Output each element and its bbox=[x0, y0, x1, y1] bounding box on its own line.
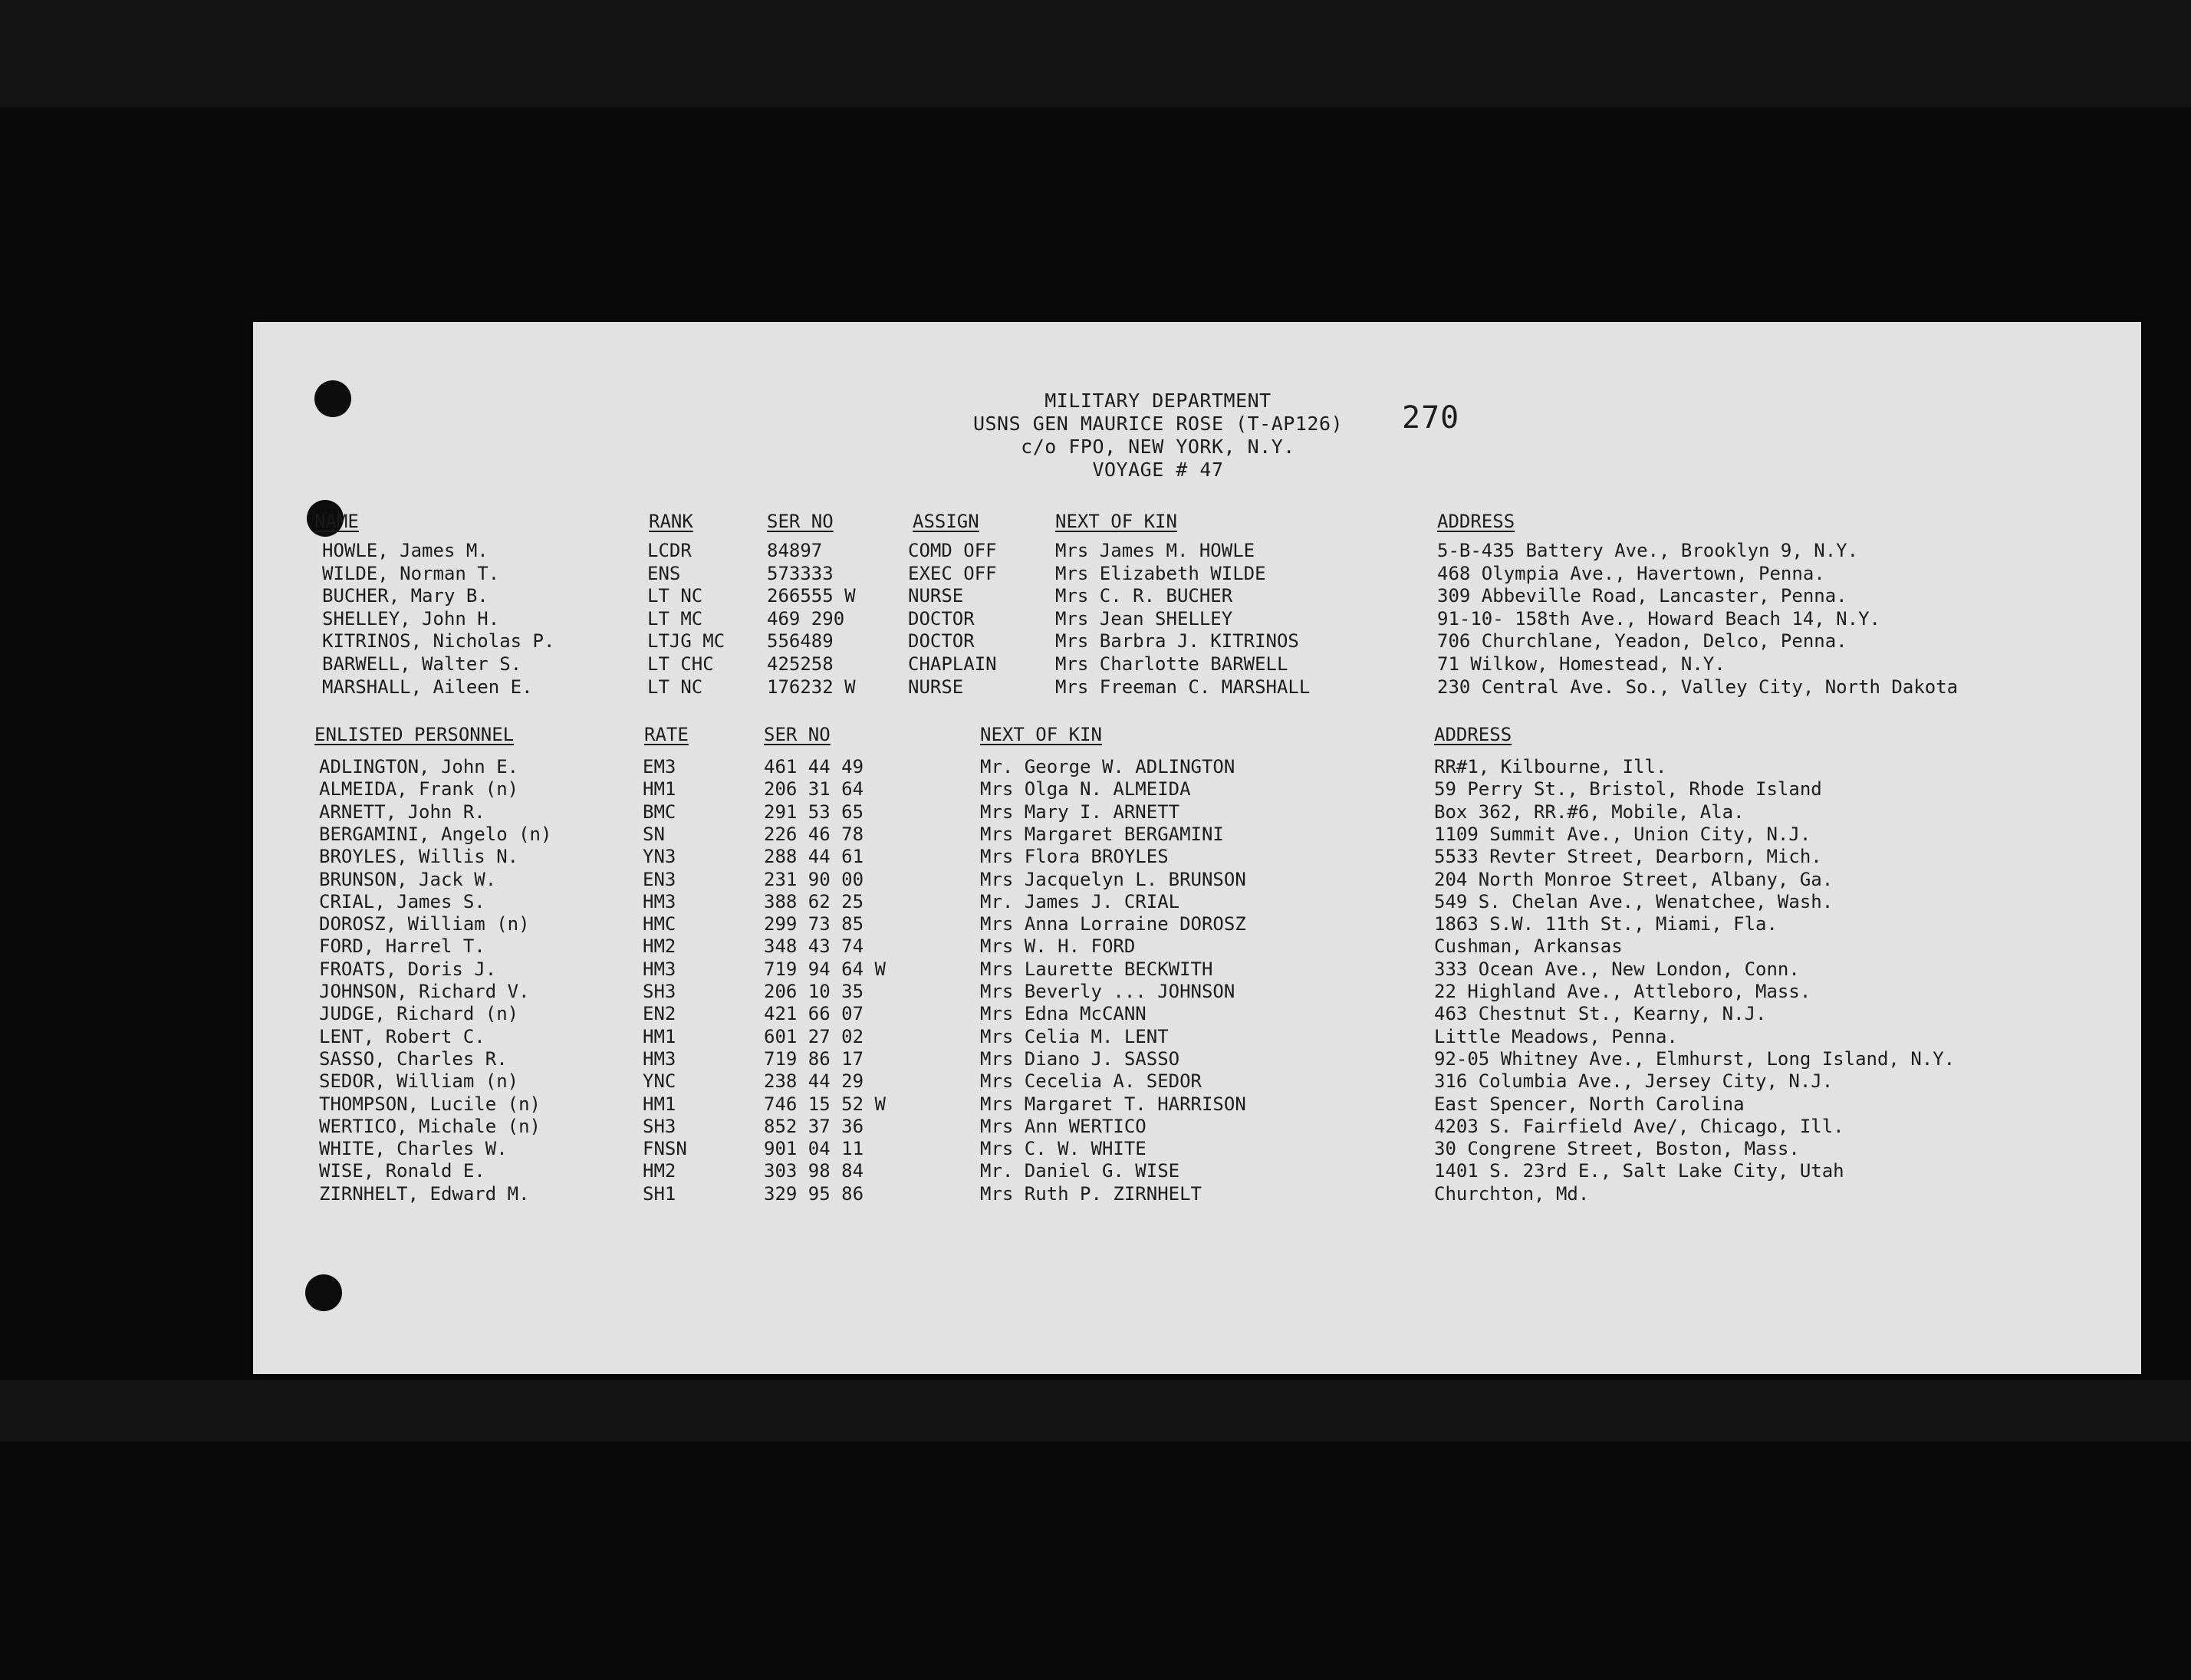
col-header-name: NAME bbox=[314, 511, 359, 532]
cell-name: DOROSZ, William (n) bbox=[319, 913, 530, 935]
cell-assign: DOCTOR bbox=[908, 630, 975, 653]
cell-rate: SH3 bbox=[643, 981, 676, 1002]
film-border-bottom bbox=[0, 1380, 2191, 1442]
cell-ser-no: 206 31 64 bbox=[764, 778, 864, 801]
cell-rate: SH1 bbox=[643, 1182, 676, 1205]
cell-next-of-kin: Mrs Margaret T. HARRISON bbox=[980, 1093, 1246, 1115]
cell-name: BROYLES, Willis N. bbox=[319, 846, 519, 868]
cell-ser-no: 231 90 00 bbox=[764, 868, 864, 890]
cell-name: SEDOR, William (n) bbox=[319, 1070, 519, 1093]
cell-address: 71 Wilkow, Homestead, N.Y. bbox=[1437, 653, 1725, 675]
cell-next-of-kin: Mrs Beverly ... JOHNSON bbox=[980, 981, 1235, 1002]
cell-assign: EXEC OFF bbox=[908, 562, 997, 584]
cell-address: Cushman, Arkansas bbox=[1434, 935, 1623, 958]
cell-address: 1401 S. 23rd E., Salt Lake City, Utah bbox=[1434, 1160, 1844, 1182]
cell-ser-no: 238 44 29 bbox=[764, 1070, 864, 1093]
col-header-ser-no: SER NO bbox=[767, 511, 834, 532]
cell-name: SHELLEY, John H. bbox=[322, 607, 500, 630]
cell-rate: HM1 bbox=[643, 1093, 676, 1115]
cell-rank: LTJG MC bbox=[647, 630, 725, 653]
cell-ser-no: 299 73 85 bbox=[764, 913, 864, 935]
cell-next-of-kin: Mrs Laurette BECKWITH bbox=[980, 958, 1213, 980]
col-header-ser-no: SER NO bbox=[764, 724, 831, 745]
cell-next-of-kin: Mrs Margaret BERGAMINI bbox=[980, 823, 1224, 845]
col-header-address: ADDRESS bbox=[1437, 511, 1515, 532]
cell-next-of-kin: Mrs Ann WERTICO bbox=[980, 1115, 1146, 1137]
cell-assign: NURSE bbox=[908, 585, 964, 607]
header-address: c/o FPO, NEW YORK, N.Y. bbox=[1021, 436, 1295, 458]
cell-rate: HM2 bbox=[643, 1160, 676, 1182]
cell-rate: YNC bbox=[643, 1070, 676, 1093]
cell-name: MARSHALL, Aileen E. bbox=[322, 676, 533, 698]
cell-rate: HM3 bbox=[643, 958, 676, 980]
cell-next-of-kin: Mr. James J. CRIAL bbox=[980, 890, 1180, 912]
cell-address: 1109 Summit Ave., Union City, N.J. bbox=[1434, 823, 1811, 845]
cell-name: ALMEIDA, Frank (n) bbox=[319, 778, 519, 801]
cell-address: 316 Columbia Ave., Jersey City, N.J. bbox=[1434, 1070, 1834, 1093]
cell-ser-no: 421 66 07 bbox=[764, 1003, 864, 1025]
col-header-rank: RANK bbox=[649, 511, 693, 532]
cell-address: 4203 S. Fairfield Ave/, Chicago, Ill. bbox=[1434, 1115, 1844, 1137]
cell-next-of-kin: Mr. George W. ADLINGTON bbox=[980, 756, 1235, 778]
cell-name: HOWLE, James M. bbox=[322, 540, 489, 561]
cell-rate: SH3 bbox=[643, 1115, 676, 1137]
cell-rate: YN3 bbox=[643, 846, 676, 868]
cell-rank: LT NC bbox=[647, 585, 703, 607]
col-header-next-of-kin: NEXT OF KIN bbox=[980, 724, 1102, 745]
cell-ser-no: 719 94 64 W bbox=[764, 958, 886, 980]
cell-rate: HM3 bbox=[643, 890, 676, 912]
cell-rate: BMC bbox=[643, 801, 676, 823]
cell-next-of-kin: Mrs James M. HOWLE bbox=[1055, 540, 1255, 561]
header-voyage: VOYAGE # 47 bbox=[1092, 459, 1224, 481]
cell-name: WHITE, Charles W. bbox=[319, 1138, 508, 1160]
punch-hole-icon bbox=[314, 380, 351, 417]
cell-address: 91-10- 158th Ave., Howard Beach 14, N.Y. bbox=[1437, 607, 1880, 630]
cell-next-of-kin: Mrs W. H. FORD bbox=[980, 935, 1136, 958]
cell-next-of-kin: Mrs Celia M. LENT bbox=[980, 1025, 1169, 1047]
cell-address: 22 Highland Ave., Attleboro, Mass. bbox=[1434, 981, 1811, 1002]
cell-ser-no: 601 27 02 bbox=[764, 1025, 864, 1047]
cell-address: 468 Olympia Ave., Havertown, Penna. bbox=[1437, 562, 1825, 584]
cell-next-of-kin: Mrs Ruth P. ZIRNHELT bbox=[980, 1182, 1202, 1205]
punch-hole-icon bbox=[305, 1274, 342, 1311]
cell-address: 549 S. Chelan Ave., Wenatchee, Wash. bbox=[1434, 890, 1834, 912]
cell-next-of-kin: Mrs C. W. WHITE bbox=[980, 1138, 1146, 1160]
cell-next-of-kin: Mrs Edna McCANN bbox=[980, 1003, 1146, 1025]
cell-name: CRIAL, James S. bbox=[319, 890, 485, 912]
cell-name: BUCHER, Mary B. bbox=[322, 585, 489, 607]
cell-next-of-kin: Mrs Mary I. ARNETT bbox=[980, 801, 1180, 823]
cell-name: WISE, Ronald E. bbox=[319, 1160, 485, 1182]
cell-next-of-kin: Mrs Cecelia A. SEDOR bbox=[980, 1070, 1202, 1093]
cell-ser-no: 84897 bbox=[767, 540, 823, 561]
cell-rate: HM1 bbox=[643, 778, 676, 801]
cell-address: 59 Perry St., Bristol, Rhode Island bbox=[1434, 778, 1822, 801]
cell-name: ARNETT, John R. bbox=[319, 801, 485, 823]
film-border-top bbox=[0, 0, 2191, 107]
enlisted-header-row bbox=[253, 724, 1512, 745]
header-department: MILITARY DEPARTMENT bbox=[1045, 390, 1272, 412]
cell-ser-no: 291 53 65 bbox=[764, 801, 864, 823]
cell-address: Box 362, RR.#6, Mobile, Ala. bbox=[1434, 801, 1745, 823]
col-header-name: ENLISTED PERSONNEL bbox=[314, 724, 515, 745]
cell-next-of-kin: Mrs Barbra J. KITRINOS bbox=[1055, 630, 1299, 653]
cell-next-of-kin: Mr. Daniel G. WISE bbox=[980, 1160, 1180, 1182]
col-header-rate: RATE bbox=[644, 724, 689, 745]
cell-assign: CHAPLAIN bbox=[908, 653, 997, 675]
cell-assign: NURSE bbox=[908, 676, 964, 698]
cell-rank: LT NC bbox=[647, 676, 703, 698]
cell-address: 204 North Monroe Street, Albany, Ga. bbox=[1434, 868, 1834, 890]
cell-next-of-kin: Mrs C. R. BUCHER bbox=[1055, 585, 1233, 607]
cell-rate: HM3 bbox=[643, 1047, 676, 1070]
cell-rate: HMC bbox=[643, 913, 676, 935]
cell-address: 5533 Revter Street, Dearborn, Mich. bbox=[1434, 846, 1822, 868]
cell-ser-no: 388 62 25 bbox=[764, 890, 864, 912]
cell-ser-no: 469 290 bbox=[767, 607, 845, 630]
cell-name: THOMPSON, Lucile (n) bbox=[319, 1093, 541, 1115]
cell-rate: FNSN bbox=[643, 1138, 687, 1160]
col-header-assign: ASSIGN bbox=[913, 511, 979, 532]
cell-rate: EM3 bbox=[643, 756, 676, 778]
cell-ser-no: 266555 W bbox=[767, 585, 856, 607]
page-number: 270 bbox=[1402, 400, 1460, 436]
cell-next-of-kin: Mrs Diano J. SASSO bbox=[980, 1047, 1180, 1070]
cell-ser-no: 852 37 36 bbox=[764, 1115, 864, 1137]
roster-page bbox=[253, 322, 2141, 1374]
cell-assign: COMD OFF bbox=[908, 540, 997, 561]
cell-next-of-kin: Mrs Flora BROYLES bbox=[980, 846, 1169, 868]
cell-ser-no: 303 98 84 bbox=[764, 1160, 864, 1182]
cell-next-of-kin: Mrs Elizabeth WILDE bbox=[1055, 562, 1266, 584]
document-header bbox=[890, 390, 1426, 482]
cell-address: Churchton, Md. bbox=[1434, 1182, 1590, 1205]
cell-next-of-kin: Mrs Anna Lorraine DOROSZ bbox=[980, 913, 1246, 935]
cell-ser-no: 425258 bbox=[767, 653, 834, 675]
officers-header-row bbox=[253, 511, 1515, 532]
cell-address: 309 Abbeville Road, Lancaster, Penna. bbox=[1437, 585, 1847, 607]
cell-rate: EN3 bbox=[643, 868, 676, 890]
cell-ser-no: 901 04 11 bbox=[764, 1138, 864, 1160]
col-header-address: ADDRESS bbox=[1434, 724, 1512, 745]
cell-name: WILDE, Norman T. bbox=[322, 562, 500, 584]
cell-ser-no: 206 10 35 bbox=[764, 981, 864, 1002]
cell-name: KITRINOS, Nicholas P. bbox=[322, 630, 555, 653]
cell-next-of-kin: Mrs Freeman C. MARSHALL bbox=[1055, 676, 1311, 698]
cell-ser-no: 719 86 17 bbox=[764, 1047, 864, 1070]
cell-name: JUDGE, Richard (n) bbox=[319, 1003, 519, 1025]
cell-address: 706 Churchlane, Yeadon, Delco, Penna. bbox=[1437, 630, 1847, 653]
cell-address: 5-B-435 Battery Ave., Brooklyn 9, N.Y. bbox=[1437, 540, 1859, 561]
cell-name: BARWELL, Walter S. bbox=[322, 653, 522, 675]
cell-rate: HM2 bbox=[643, 935, 676, 958]
cell-address: 463 Chestnut St., Kearny, N.J. bbox=[1434, 1003, 1767, 1025]
cell-name: JOHNSON, Richard V. bbox=[319, 981, 530, 1002]
cell-ser-no: 288 44 61 bbox=[764, 846, 864, 868]
cell-name: BERGAMINI, Angelo (n) bbox=[319, 823, 552, 845]
cell-address: 333 Ocean Ave., New London, Conn. bbox=[1434, 958, 1800, 980]
cell-name: ADLINGTON, John E. bbox=[319, 756, 519, 778]
cell-address: 1863 S.W. 11th St., Miami, Fla. bbox=[1434, 913, 1778, 935]
cell-address: 30 Congrene Street, Boston, Mass. bbox=[1434, 1138, 1800, 1160]
cell-rate: EN2 bbox=[643, 1003, 676, 1025]
cell-next-of-kin: Mrs Jean SHELLEY bbox=[1055, 607, 1233, 630]
cell-ser-no: 176232 W bbox=[767, 676, 856, 698]
cell-name: WERTICO, Michale (n) bbox=[319, 1115, 541, 1137]
cell-assign: DOCTOR bbox=[908, 607, 975, 630]
cell-ser-no: 226 46 78 bbox=[764, 823, 864, 845]
cell-rank: LCDR bbox=[647, 540, 692, 561]
cell-name: FORD, Harrel T. bbox=[319, 935, 485, 958]
cell-ser-no: 573333 bbox=[767, 562, 834, 584]
cell-name: LENT, Robert C. bbox=[319, 1025, 485, 1047]
cell-next-of-kin: Mrs Jacquelyn L. BRUNSON bbox=[980, 868, 1246, 890]
cell-address: 230 Central Ave. So., Valley City, North Dakota bbox=[1437, 676, 1959, 698]
cell-name: FROATS, Doris J. bbox=[319, 958, 497, 980]
cell-rank: LT MC bbox=[647, 607, 703, 630]
cell-ser-no: 556489 bbox=[767, 630, 834, 653]
cell-rate: HM1 bbox=[643, 1025, 676, 1047]
cell-rate: SN bbox=[643, 823, 665, 845]
cell-address: Little Meadows, Penna. bbox=[1434, 1025, 1678, 1047]
cell-address: RR#1, Kilbourne, Ill. bbox=[1434, 756, 1667, 778]
cell-ser-no: 461 44 49 bbox=[764, 756, 864, 778]
cell-name: SASSO, Charles R. bbox=[319, 1047, 508, 1070]
cell-next-of-kin: Mrs Olga N. ALMEIDA bbox=[980, 778, 1191, 801]
cell-name: BRUNSON, Jack W. bbox=[319, 868, 497, 890]
cell-name: ZIRNHELT, Edward M. bbox=[319, 1182, 530, 1205]
cell-ser-no: 348 43 74 bbox=[764, 935, 864, 958]
cell-ser-no: 746 15 52 W bbox=[764, 1093, 886, 1115]
cell-address: East Spencer, North Carolina bbox=[1434, 1093, 1745, 1115]
cell-rank: ENS bbox=[647, 562, 681, 584]
cell-rank: LT CHC bbox=[647, 653, 714, 675]
cell-address: 92-05 Whitney Ave., Elmhurst, Long Island, N.Y. bbox=[1434, 1047, 1956, 1070]
header-ship: USNS GEN MAURICE ROSE (T-AP126) bbox=[972, 413, 1344, 435]
col-header-next-of-kin: NEXT OF KIN bbox=[1055, 511, 1177, 532]
cell-ser-no: 329 95 86 bbox=[764, 1182, 864, 1205]
cell-next-of-kin: Mrs Charlotte BARWELL bbox=[1055, 653, 1288, 675]
